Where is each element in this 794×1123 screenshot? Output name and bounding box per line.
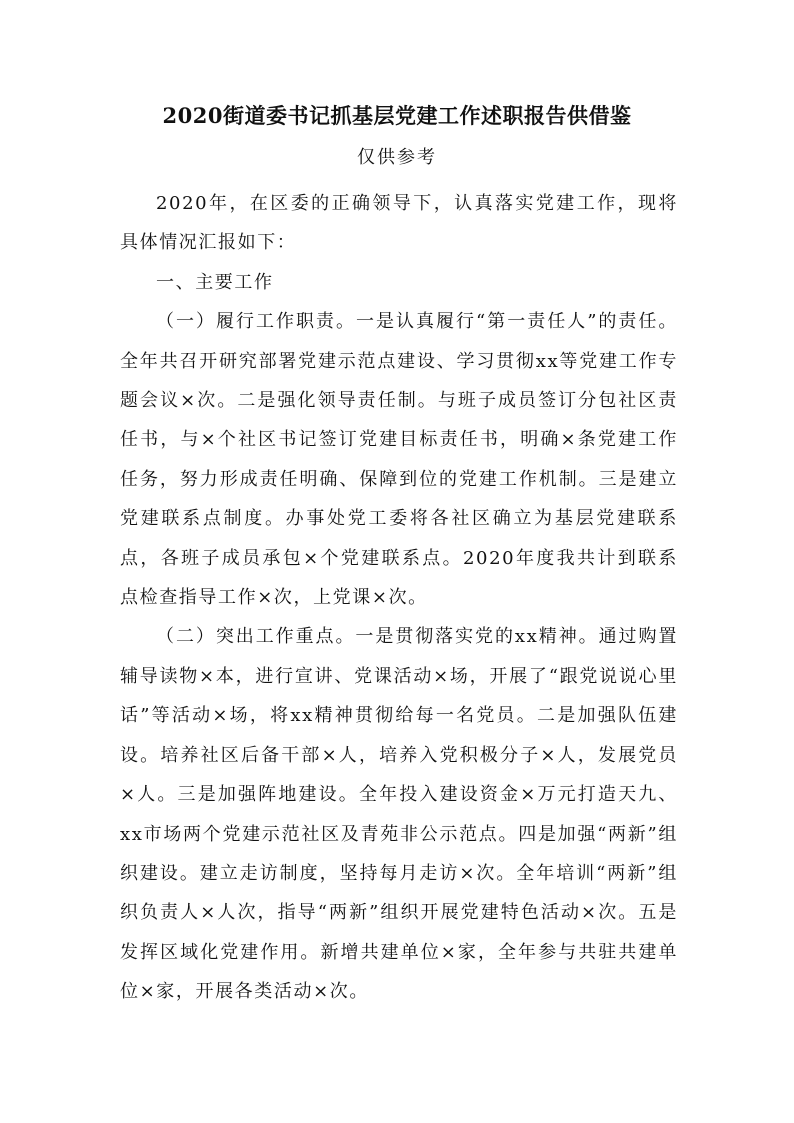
document-subtitle: 仅供参考 [357,147,437,168]
paragraph-focus: （二）突出工作重点。一是贯彻落实党的xx精神。通过购置辅导读物×本，进行宣讲、党课活动×场，开展了“跟党说说心里话”等活动×场，将xx精神贯彻给每一名党员。二是加强队伍建设。培养社区后备干部×人，培养入党积极分子×人，发展党员×人。三是加强阵地建设。全年投入建设资金×万元打造天九、xx市场两个党建示范社区及青苑非公示范点。四是加强“两新”组织建设。建立走访制度，坚持每月走访×次。全年培训“两新”组织负责人×人次，指导“两新”组织开展党建特色活动×次。五是发挥区域化党建作用。新增共建单位×家，全年参与共驻共建单位×家，开展各类活动×次。 [120,626,678,1003]
document-body [120,184,678,1012]
document-title: 2020街道委书记抓基层党建工作述职报告供借鉴 [162,103,632,128]
paragraph-duties: （一）履行工作职责。一是认真履行“第一责任人”的责任。全年共召开研究部署党建示范点建设、学习贯彻xx等党建工作专题会议×次。二是强化领导责任制。与班子成员签订分包社区责任书，与×个社区书记签订党建目标责任书，明确×条党建工作任务，努力形成责任明确、保障到位的党建工作机制。三是建立党建联系点制度。办事处党工委将各社区确立为基层党建联系点，各班子成员承包×个党建联系点。2020年度我共计到联系点检查指导工作×次，上党课×次。 [120,311,678,609]
section-heading-main-work: 一、主要工作 [156,271,274,293]
paragraph-intro: 2020年，在区委的正确领导下，认真落实党建工作，现将具体情况汇报如下： [120,193,678,254]
